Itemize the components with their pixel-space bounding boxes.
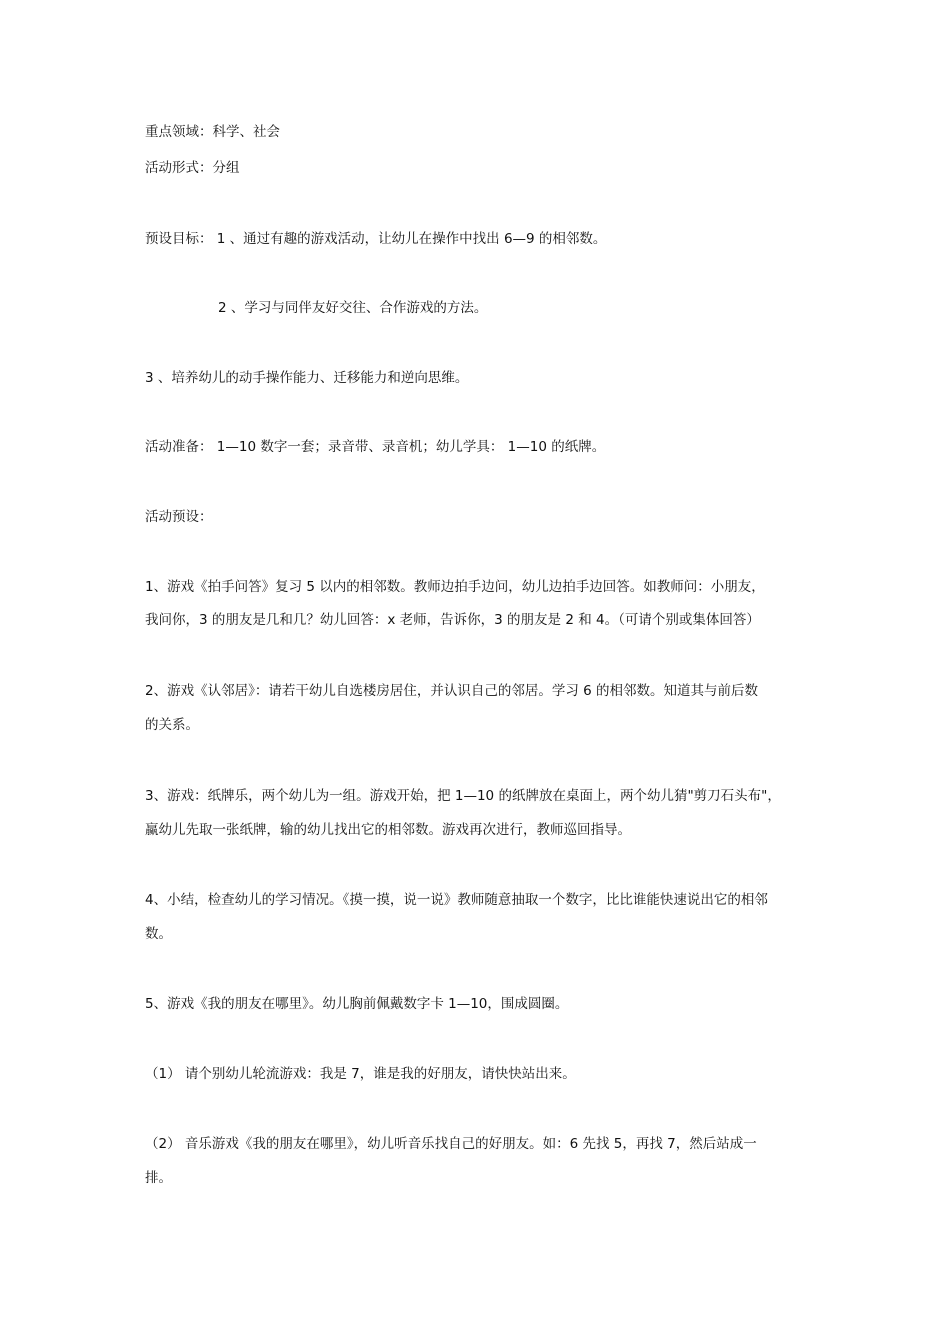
- step-3-line-1: 3、游戏：纸牌乐，两个幼儿为一组。游戏开始，把 1—10 的纸牌放在桌面上，两个幼儿猜"剪刀石头布"，: [145, 788, 781, 804]
- goal-1: 预设目标： 1 、通过有趣的游戏活动，让幼儿在操作中找出 6—9 的相邻数。: [145, 231, 607, 247]
- sub-step-2-line-2: 排。: [145, 1170, 172, 1186]
- preparation: 活动准备： 1—10 数字一套；录音带、录音机；幼儿学具： 1—10 的纸牌。: [145, 439, 606, 455]
- goal-2: 2 、学习与同伴友好交往、合作游戏的方法。: [218, 300, 488, 316]
- plan-title: 活动预设：: [145, 509, 213, 525]
- step-3-line-2: 赢幼儿先取一张纸牌，输的幼儿找出它的相邻数。游戏再次进行，教师巡回指导。: [145, 822, 631, 838]
- step-5: 5、游戏《我的朋友在哪里》。幼儿胸前佩戴数字卡 1—10，围成圆圈。: [145, 996, 569, 1012]
- domain-line: 重点领域：科学、社会: [145, 124, 280, 140]
- step-4-line-2: 数。: [145, 926, 172, 942]
- sub-step-1: （1） 请个别幼儿轮流游戏：我是 7，谁是我的好朋友，请快快站出来。: [145, 1066, 576, 1082]
- sub-step-2-line-1: （2） 音乐游戏《我的朋友在哪里》，幼儿听音乐找自己的好朋友。如：6 先找 5，再找 7，然后站成一: [145, 1136, 757, 1152]
- step-2-line-1: 2、游戏《认邻居》：请若干幼儿自选楼房居住，并认识自己的邻居。学习 6 的相邻数。知道其与前后数: [145, 683, 759, 699]
- goal-3: 3 、培养幼儿的动手操作能力、迁移能力和逆向思维。: [145, 370, 469, 386]
- step-1-line-1: 1、游戏《拍手问答》复习 5 以内的相邻数。教师边拍手边问，幼儿边拍手边回答。如教师问：小朋友，: [145, 579, 765, 595]
- step-4-line-1: 4、小结，检查幼儿的学习情况。《摸一摸，说一说》教师随意抽取一个数字，比比谁能快速说出它的相邻: [145, 892, 768, 908]
- form-line: 活动形式：分组: [145, 160, 240, 176]
- step-2-line-2: 的关系。: [145, 717, 199, 733]
- step-1-line-2: 我问你，3 的朋友是几和几？幼儿回答：x 老师，告诉你，3 的朋友是 2 和 4。（可请个别或集体回答）: [145, 612, 760, 628]
